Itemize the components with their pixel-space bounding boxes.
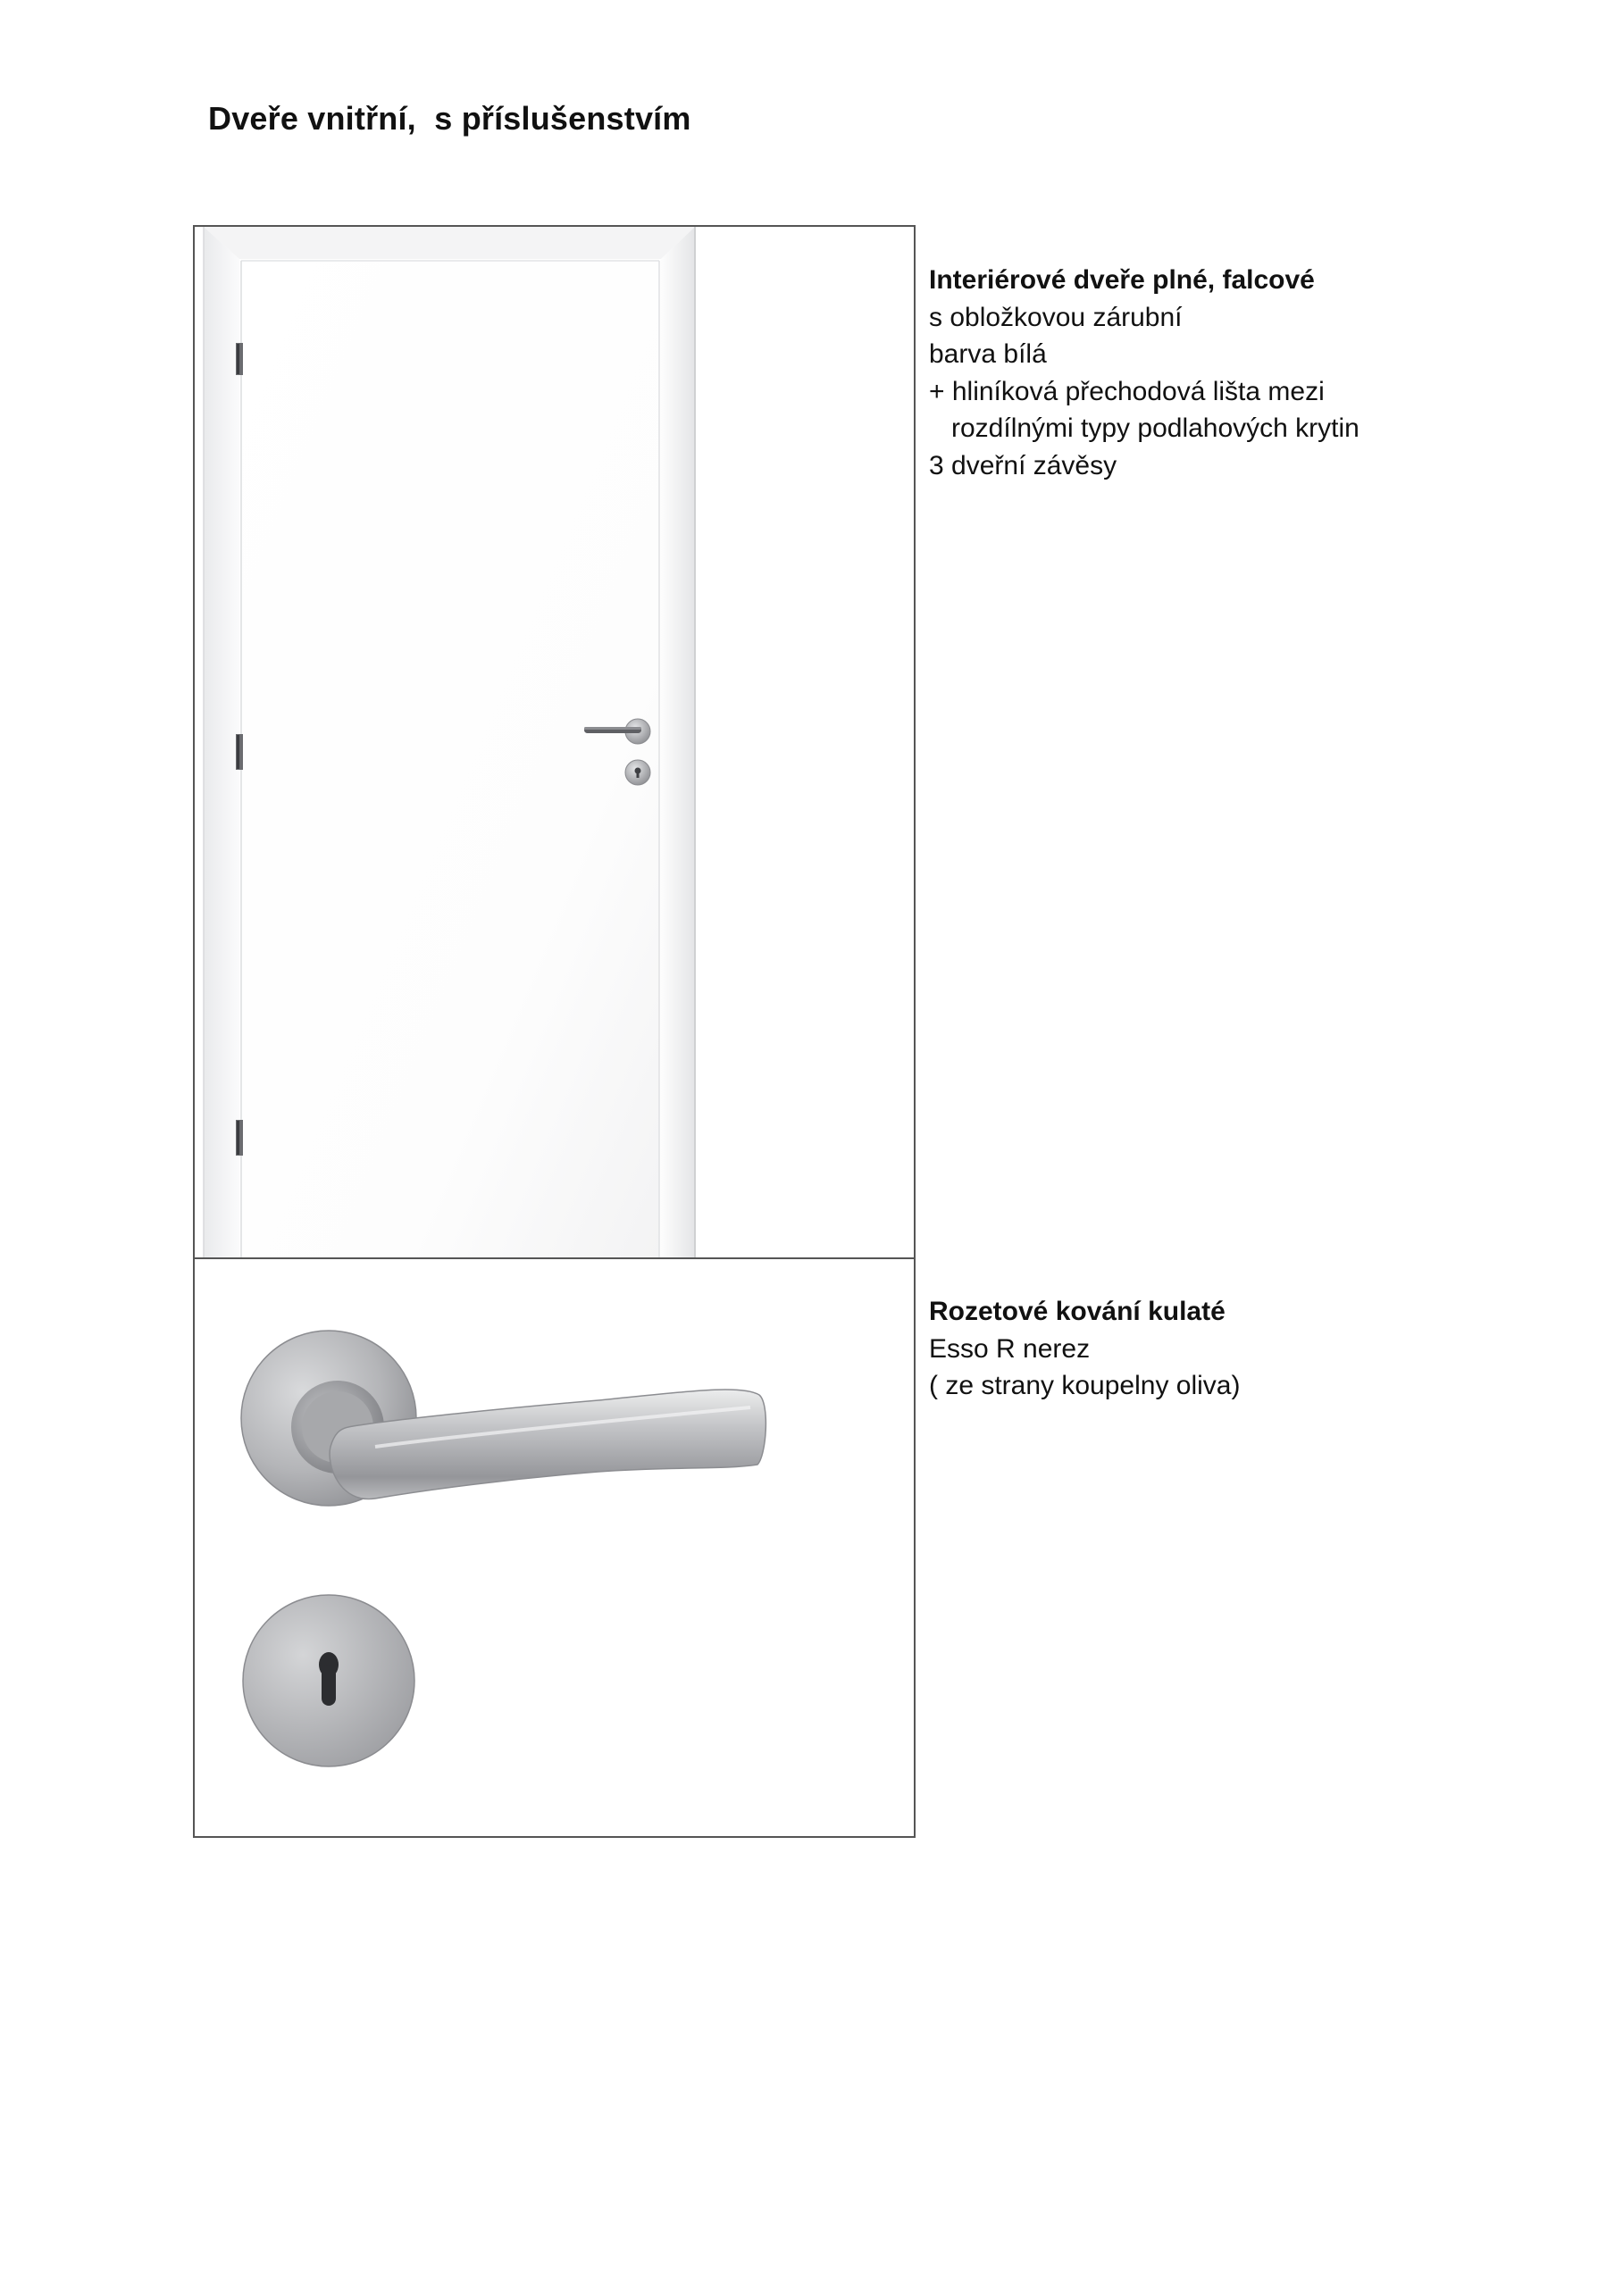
door-image	[195, 227, 704, 1257]
hinge-icon	[236, 734, 243, 770]
door-handle-image	[223, 1322, 795, 1768]
door-icon	[195, 227, 704, 1257]
handle-spec-line: Esso R nerez	[929, 1333, 1091, 1364]
hinge-icon	[236, 1120, 243, 1156]
table-row-divider	[193, 1257, 916, 1259]
handle-description	[929, 1293, 1241, 1405]
table-border-bottom	[193, 1836, 916, 1838]
keyhole-icon	[243, 1595, 414, 1766]
handle-spec-line: ( ze strany koupelny oliva)	[929, 1371, 1241, 1400]
keyhole-icon	[625, 760, 650, 785]
door-spec-line: + hliníková přechodová lišta mezi	[929, 376, 1325, 406]
door-spec-line: barva bílá	[929, 339, 1047, 369]
handle-heading: Rozetové kování kulaté	[929, 1297, 1226, 1326]
table-column-divider	[914, 225, 916, 1837]
door-spec-line: 3 dveřní závěsy	[929, 450, 1117, 480]
door-description	[929, 262, 1359, 484]
page-title: Dveře vnitřní, s příslušenstvím	[208, 100, 691, 137]
door-spec-line: rozdílnými typy podlahových krytin	[929, 413, 1359, 443]
hinge-icon	[236, 343, 243, 375]
door-heading: Interiérové dveře plné, falcové	[929, 265, 1315, 295]
door-spec-line: s obložkovou zárubní	[929, 302, 1183, 332]
door-handle-icon	[223, 1322, 795, 1768]
